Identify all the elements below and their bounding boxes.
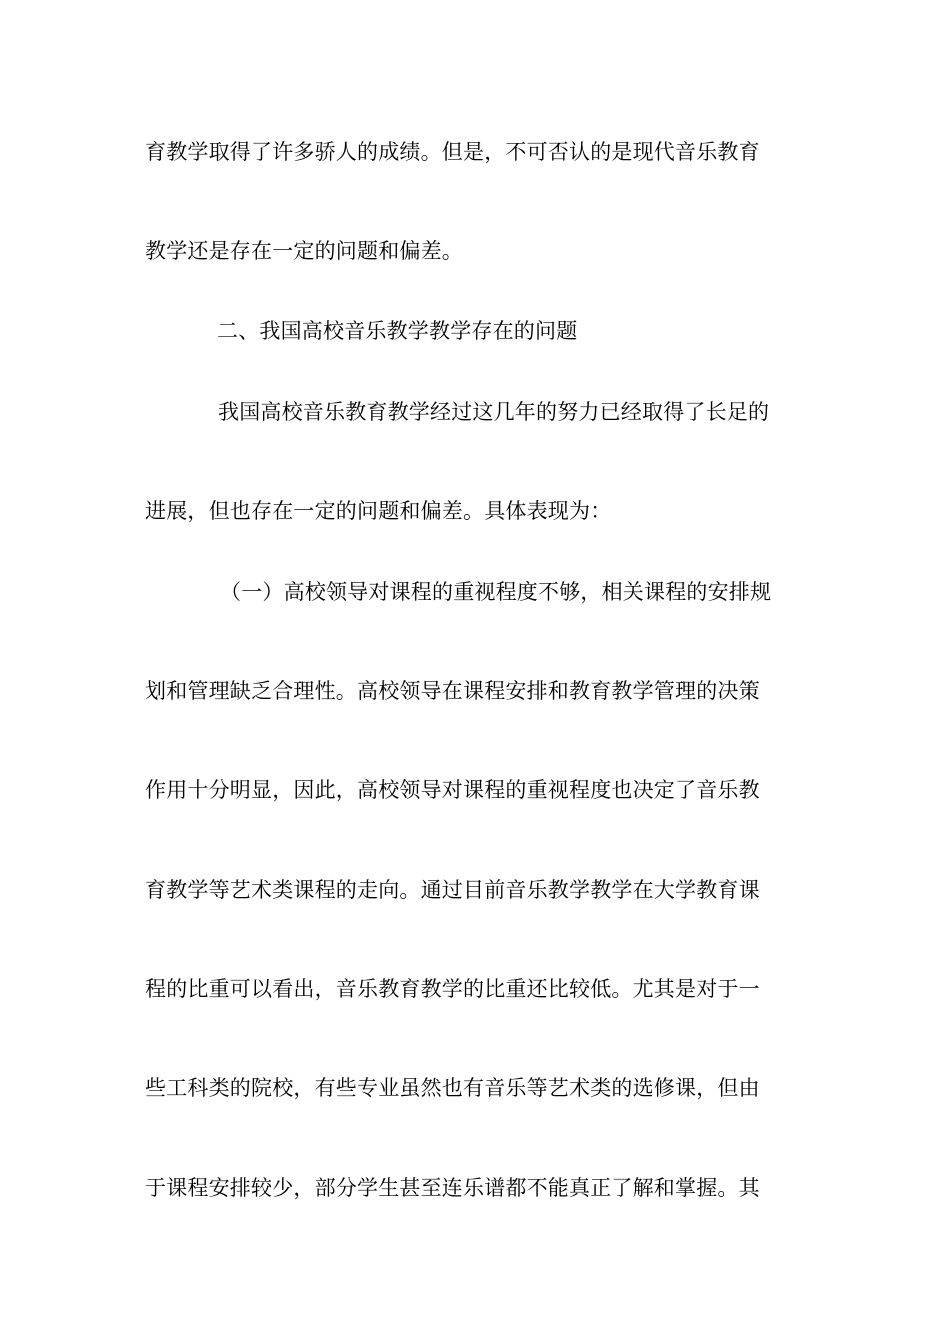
paragraph-line: 育教学等艺术类课程的走向。通过目前音乐教学教学在大学教育课 <box>145 878 760 902</box>
subsection-heading-line: （一）高校领导对课程的重视程度不够，相关课程的安排规 <box>220 580 772 604</box>
paragraph-line: 我国高校音乐教育教学经过这几年的努力已经取得了长足的 <box>218 400 770 424</box>
paragraph-line: 进展，但也存在一定的问题和偏差。具体表现为： <box>145 499 612 523</box>
paragraph-line: 育教学取得了许多骄人的成绩。但是，不可否认的是现代音乐教育 <box>145 140 760 164</box>
paragraph-line: 作用十分明显，因此，高校领导对课程的重视程度也决定了音乐教 <box>145 778 760 802</box>
paragraph-line: 些工科类的院校，有些专业虽然也有音乐等艺术类的选修课，但由 <box>145 1076 760 1100</box>
paragraph-line: 教学还是存在一定的问题和偏差。 <box>145 239 463 263</box>
paragraph-line: 划和管理缺乏合理性。高校领导在课程安排和教育教学管理的决策 <box>145 679 760 703</box>
section-heading: 二、我国高校音乐教学教学存在的问题 <box>217 319 578 343</box>
paragraph-line: 于课程安排较少，部分学生甚至连乐谱都不能真正了解和掌握。其 <box>145 1176 760 1200</box>
paragraph-line: 程的比重可以看出，音乐教育教学的比重还比较低。尤其是对于一 <box>145 977 760 1001</box>
